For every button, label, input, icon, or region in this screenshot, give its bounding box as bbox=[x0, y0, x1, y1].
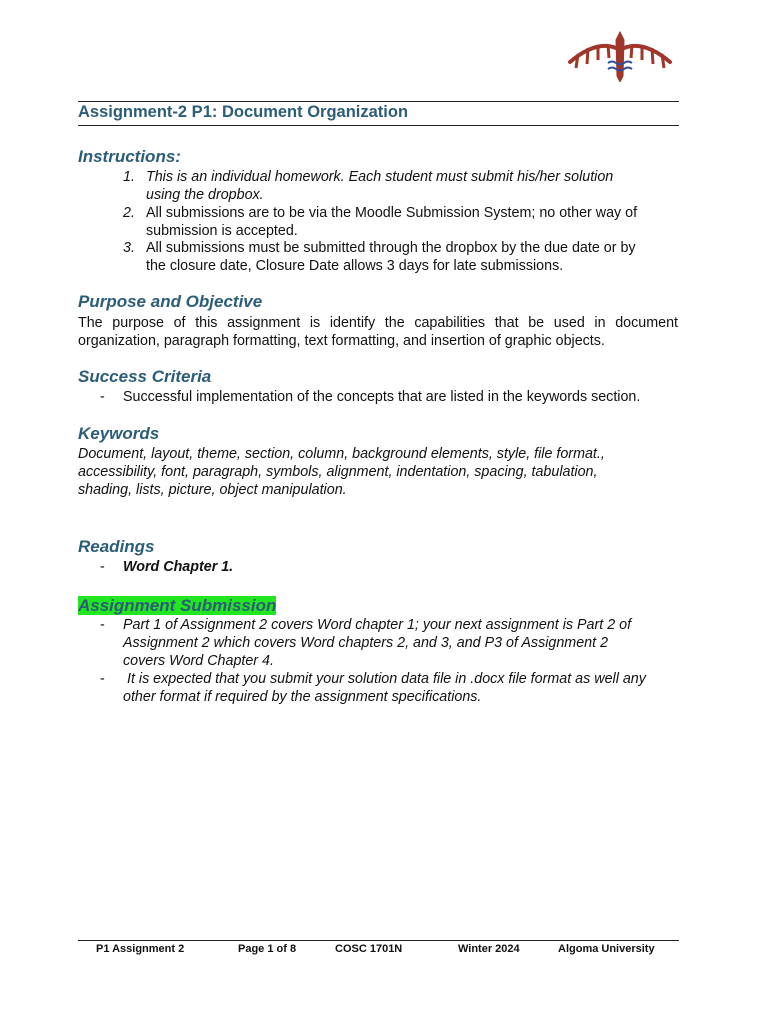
success-heading: Success Criteria bbox=[78, 367, 212, 386]
list-item-text: other format if required by the assignment specifications. bbox=[123, 689, 482, 705]
footer-school: Algoma University bbox=[558, 943, 655, 955]
list-marker: - bbox=[100, 671, 105, 687]
purpose-heading: Purpose and Objective bbox=[78, 292, 263, 311]
footer-page-number: Page 1 of 8 bbox=[238, 943, 297, 955]
list-marker: - bbox=[100, 617, 105, 633]
list-marker: - bbox=[100, 559, 105, 575]
list-item-text: using the dropbox. bbox=[146, 187, 264, 203]
list-marker: 2. bbox=[123, 205, 135, 221]
highlighted-heading-text: Assignment Submission bbox=[78, 596, 277, 615]
keywords-heading: Keywords bbox=[78, 424, 160, 443]
paragraph-line: shading, lists, picture, object manipulation. bbox=[78, 482, 347, 498]
paragraph-line: Document, layout, theme, section, column, background elements, style, file format., bbox=[78, 446, 605, 462]
footer-course: COSC 1701N bbox=[335, 943, 403, 955]
paragraph-line: organization, paragraph formatting, text formatting, and insertion of graphic objects. bbox=[78, 333, 605, 349]
list-item-text: This is an individual homework. Each student must submit his/her solution bbox=[146, 169, 614, 185]
list-marker: 1. bbox=[123, 169, 135, 185]
footer-doc-name: P1 Assignment 2 bbox=[96, 943, 185, 955]
list-item-text: It is expected that you submit your solution data file in .docx file format as well any bbox=[123, 671, 646, 687]
paragraph-line: accessibility, font, paragraph, symbols, alignment, indentation, spacing, tabulation, bbox=[78, 464, 598, 480]
header-top-rule bbox=[78, 101, 679, 102]
footer-term: Winter 2024 bbox=[458, 943, 520, 955]
list-item-text: Assignment 2 which covers Word chapters 2, and 3, and P3 of Assignment 2 bbox=[123, 635, 609, 651]
footer-rule bbox=[78, 940, 679, 941]
header-bottom-rule bbox=[78, 125, 679, 126]
instructions-heading: Instructions: bbox=[78, 147, 181, 166]
list-marker: 3. bbox=[123, 240, 135, 256]
list-item-text: All submissions must be submitted through the dropbox by the due date or by bbox=[146, 240, 636, 256]
purpose-paragraph bbox=[78, 314, 678, 350]
paragraph-line: The purpose of this assignment is identify the capabilities that be used in document bbox=[78, 315, 678, 331]
list-item-text: Word Chapter 1. bbox=[123, 559, 234, 575]
list-marker: - bbox=[100, 389, 105, 405]
list-item-text: covers Word Chapter 4. bbox=[123, 653, 274, 669]
thunderbird-logo-icon bbox=[566, 30, 674, 82]
keywords-paragraph bbox=[78, 445, 678, 499]
list-item-text: All submissions are to be via the Moodle Submission System; no other way of bbox=[146, 205, 638, 221]
readings-heading: Readings bbox=[78, 537, 155, 556]
list-item-text: Successful implementation of the concepts that are listed in the keywords section. bbox=[123, 389, 641, 405]
document-title: Assignment-2 P1: Document Organization bbox=[78, 103, 409, 121]
list-item-text: the closure date, Closure Date allows 3 days for late submissions. bbox=[146, 258, 564, 274]
list-item-text: Part 1 of Assignment 2 covers Word chapter 1; your next assignment is Part 2 of bbox=[123, 617, 632, 633]
submission-heading bbox=[78, 596, 276, 616]
list-item-text: submission is accepted. bbox=[146, 223, 298, 239]
